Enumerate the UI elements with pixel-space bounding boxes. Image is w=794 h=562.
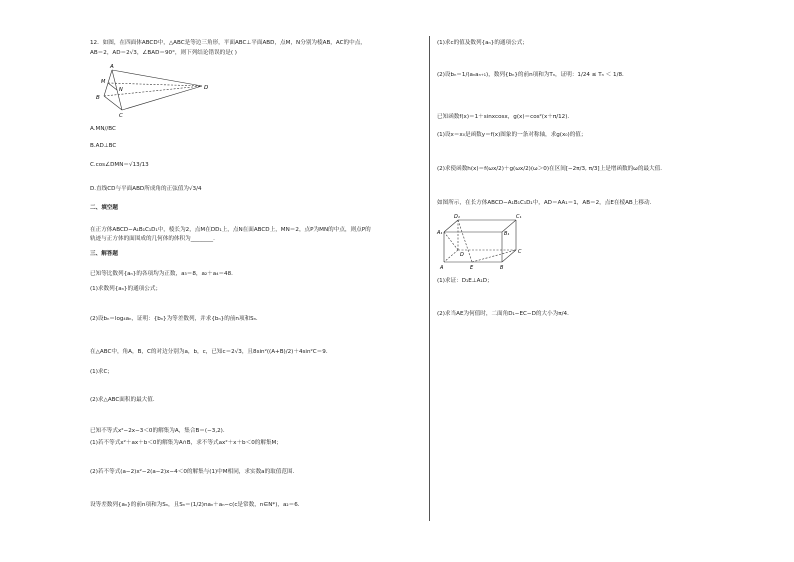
option-c: C.cos∠DMN＝√13/13: [90, 162, 149, 168]
problem5-part1: (1)设x＝x₀是函数y＝f(x)图象的一条对称轴，求g(x₀)的值；: [437, 132, 587, 138]
option-b: B.AD⊥BC: [90, 143, 117, 149]
problem3-part1: (1)若不等式x²＋ax＋b＜0的解集为A∩B，求不等式ax²＋x＋b＜0的解集M；: [90, 440, 282, 446]
fig2-label-a: A: [440, 265, 444, 271]
problem1-part2: (2)设bₙ＝log₄aₙ，证明：{bₙ}为等差数列，并求{bₙ}的前n项和Sₙ．: [90, 316, 262, 322]
problem6-part2: (2)求当AE为何值时，二面角D₁−EC−D的大小为π/4．: [437, 311, 573, 317]
fig2-label-b: B: [500, 265, 504, 271]
section-fill-in-heading: 二、填空题: [90, 205, 118, 211]
problem2-part2: (2)求△ABC面积的最大值．: [90, 397, 159, 403]
fig1-label-c: C: [119, 113, 123, 119]
problem4-part1: (1)求c的值及数列{aₙ}的通项公式；: [437, 40, 528, 46]
problem1-part1: (1)求数列{aₙ}的通项公式；: [90, 286, 162, 292]
fig2-label-c: C: [518, 249, 522, 255]
problem2-part1: (1)求C；: [90, 369, 114, 375]
problem3-part2: (2)若不等式(a−2)x²−2(a−2)x−4＜0的解集与(1)中M相同，求实数a的取值范围．: [90, 469, 299, 475]
fig2-label-b1: B₁: [504, 231, 510, 237]
section-answer-heading: 三、解答题: [90, 251, 118, 257]
fig2-label-d: D: [460, 252, 464, 258]
problem3-stem: 已知不等式x²−2x−3＜0的解集为A，集合B＝(−3,2)．: [90, 428, 229, 434]
problem6-stem: 如图所示，在长方体ABCD−A₁B₁C₁D₁中，AD＝AA₁＝1，AB＝2，点E在棱AB上移动．: [437, 200, 656, 206]
fig1-label-n: N: [119, 87, 123, 93]
problem5-part2: (2)求使函数h(x)＝f(ωx/2)＋g(ωx/2)(ω＞0)在区间[−2π/3, π/3]上是增函数的ω的最大值．: [437, 166, 666, 172]
problem6-part1: (1)求证：D₁E⊥A₁D；: [437, 278, 493, 284]
fig1-label-b: B: [96, 95, 100, 101]
fig2-label-c1: C₁: [516, 214, 522, 220]
cuboid-figure: [436, 210, 526, 272]
problem4-stem: 设等差数列{aₙ}的前n项和为Sₙ，且Sₙ＝(1/2)naₙ＋aₙ−c(c是常数，n∈N*)，a₂＝6．: [90, 502, 304, 508]
fig2-label-a1: A₁: [437, 230, 443, 236]
fig2-label-d1: D₁: [454, 214, 460, 220]
fig2-label-e: E: [470, 265, 474, 271]
option-d: D.直线CD与平面ABD所成角的正弦值为√3/4: [90, 186, 202, 192]
column-divider: [429, 36, 430, 521]
tetrahedron-figure: [92, 60, 210, 120]
problem5-stem: 已知函数f(x)＝1＋sinxcosx，g(x)＝cos²(x＋π/12)．: [437, 114, 574, 120]
q12-stem-line2: AB＝2，AD＝2√3，∠BAD＝90°，则下列结论错误的是( ): [90, 50, 237, 56]
fig1-label-a: A: [110, 64, 114, 70]
option-a: A.MN//BC: [90, 126, 116, 132]
problem4-part2: (2)设bₙ＝1/(aₙaₙ₊₁)，数列{bₙ}的前n项和为Tₙ，证明：1/24 ≤ Tₙ ＜ 1/8．: [437, 72, 628, 78]
fig1-label-d: D: [204, 85, 209, 91]
fig1-label-m: M: [101, 79, 106, 85]
q12-stem-line1: 12．如图，在四面体ABCD中，△ABC是等边三角形，平面ABC⊥平面ABD，点M，N分别为棱AB，AC的中点，: [90, 40, 366, 46]
problem1-stem: 已知等比数列{aₙ}的各项均为正数，a₃＝8，a₂＋a₄＝48．: [90, 271, 237, 277]
fill-question-line1: 在正方体ABCD−A₁B₁C₁D₁中，棱长为2，点M在DD₁上，点N在面ABCD上，MN＝2，点P为MN的中点，则点P的: [90, 227, 371, 233]
problem2-stem: 在△ABC中，角A，B，C的对边分别为a，b，c，已知c＝2√3，且8sin²((A+B)/2)＋4sin²C＝9．: [90, 349, 332, 355]
fill-question-line2: 轨迹与正方体的面围成的几何体的体积为________.: [90, 236, 215, 242]
